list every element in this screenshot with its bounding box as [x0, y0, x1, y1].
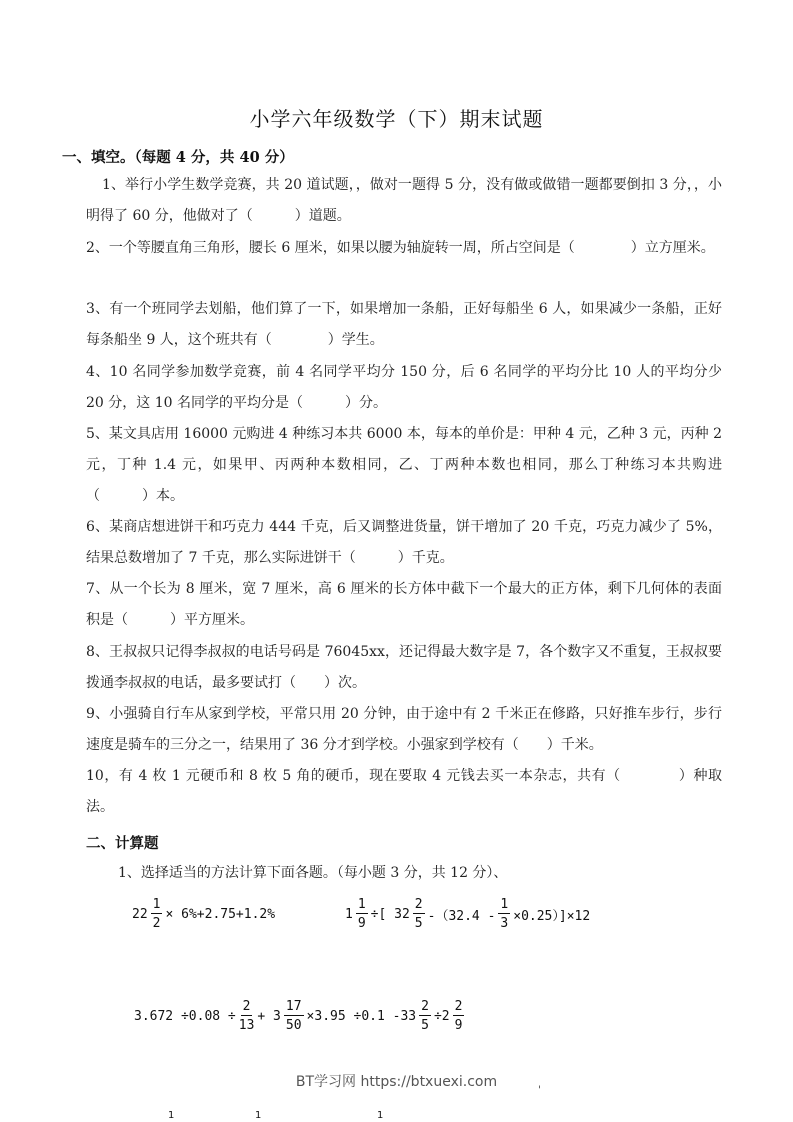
- question-4: 4、10 名同学参加数学竞赛，前 4 名同学平均分 150 分，后 6 名同学的平均分比 10 人的平均分少 20 分，这 10 名同学的平均分是（ ）分。: [86, 364, 722, 411]
- question-9: 9、小强骑自行车从家到学校，平常只用 20 分钟，由于途中有 2 千米正在修路，只好推车步行，步行速度是骑车的三分之一，结果用了 36 分才到学校。小强家到学校有（ ）千米。: [86, 706, 722, 753]
- question-1: 1、举行小学生数学竞赛，共 20 道试题，，做对一题得 5 分，没有做或做错一题都要倒扣 3 分，，小明得了 60 分，他做对了（ ）道题。: [86, 177, 722, 224]
- expr-text: × 6%+2.75+1.2%: [165, 906, 276, 922]
- expr-text: -（32.4 -: [427, 908, 496, 924]
- fraction: $\frac{1}{9}$: [357, 897, 366, 931]
- fraction: $\frac{2}{5}$: [421, 999, 429, 1033]
- expr-text: ÷2: [433, 1008, 450, 1024]
- fraction: $\frac{1}{3}$: [500, 897, 509, 931]
- fraction: $\frac{2}{9}$: [454, 999, 463, 1033]
- question-2: 2、一个等腰直角三角形，腰长 6 厘米，如果以腰为轴旋转一周，所占空间是（ ）立方厘米。: [86, 240, 715, 256]
- section-heading-calculation: 二、计算题: [86, 835, 159, 852]
- question-3: 3、有一个班同学去划船，他们算了一下，如果增加一条船，正好每船坐 6 人，如果减少一条船，正好每条船坐 9 人，这个班共有（ ）学生。: [86, 301, 722, 348]
- expr-text: ÷[ 32: [370, 906, 410, 922]
- question-10: 10，有 4 枚 1 元硬币和 8 枚 5 角的硬币，现在要取 4 元钱去买一本杂志，共有（ ）种取法。: [86, 768, 722, 815]
- cutoff-digit: 1: [377, 1110, 384, 1121]
- fraction: $\frac{1}{2}$: [152, 897, 161, 931]
- question-7: 7、从一个长为 8 厘米，宽 7 厘米，高 6 厘米的长方体中截下一个最大的正方体，剩下几何体的表面积是（ ）平方厘米。: [86, 581, 722, 628]
- expr-text: 3.672 ÷0.08 ÷: [134, 1008, 236, 1024]
- calc-subheading: 1、选择适当的方法计算下面各题。（每小题 3 分，共 12 分）、: [118, 865, 508, 881]
- fraction: $\frac{2}{13}$: [238, 999, 255, 1033]
- question-8: 8、王叔叔只记得李叔叔的电话号码是 76045xx，还记得最大数字是 7，各个数字又不重复，王叔叔要拨通李叔叔的电话，最多要试打（ ）次。: [86, 644, 722, 691]
- expression-2: [345, 898, 590, 930]
- question-5: 5、某文具店用 16000 元购进 4 种练习本共 6000 本，每本的单价是：甲种 4 元，乙种 3 元，丙种 2 元，丁种 1.4 元，如果甲、丙两种本数相同，乙、丁两种本数也相同，那么丁种练习本共购进（ ）本。: [86, 426, 722, 504]
- stray-mark: ': [538, 1085, 541, 1096]
- watermark: BT学习网 https://btxuexi.com: [295, 1074, 498, 1090]
- section-heading-fill-blank: 一、填空。（每题 4 分，共 40 分）: [62, 149, 294, 166]
- expression-1: [132, 898, 275, 930]
- expr-text: + 3: [257, 1008, 281, 1024]
- expression-3: [134, 1000, 467, 1032]
- question-6: 6、某商店想进饼干和巧克力 444 千克，后又调整进货量，饼干增加了 20 千克，巧克力减少了 5%，结果总数增加了 7 千克，那么实际进饼干（ ）千克。: [86, 519, 722, 566]
- expr-text: 22: [132, 906, 148, 922]
- fraction: $\frac{2}{5}$: [414, 897, 423, 931]
- expr-text: ×3.95 ÷0.1 -33: [306, 1008, 417, 1024]
- page-title: 小学六年级数学（下）期末试题: [249, 107, 544, 131]
- expr-text: ×0.25）]×12: [513, 908, 591, 924]
- cutoff-digit: 1: [255, 1110, 262, 1121]
- cutoff-digit: 1: [168, 1110, 175, 1121]
- expr-text: 1: [345, 906, 353, 922]
- fraction: $\frac{17}{50}$: [285, 999, 302, 1033]
